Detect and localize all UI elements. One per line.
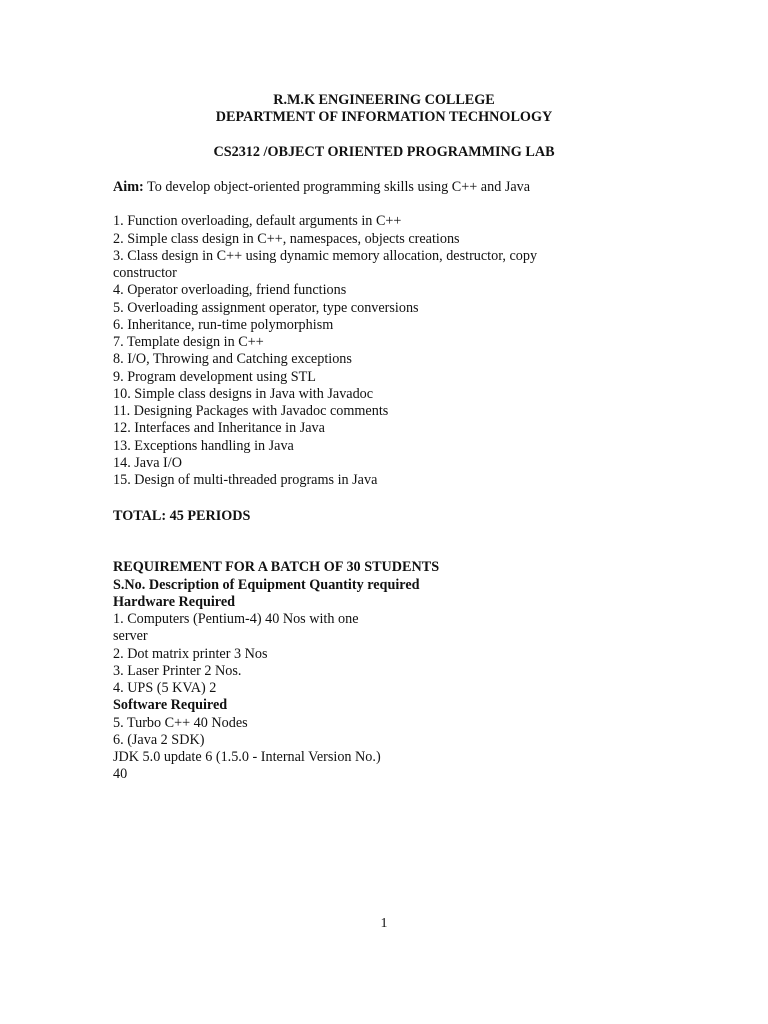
experiment-item: 13. Exceptions handling in Java (113, 438, 294, 454)
software-item: 6. (Java 2 SDK) (113, 732, 205, 748)
experiment-item: 6. Inheritance, run-time polymorphism (113, 317, 334, 333)
software-heading: Software Required (113, 697, 228, 713)
software-item: 40 (113, 766, 128, 782)
hardware-item: 2. Dot matrix printer 3 Nos (113, 646, 268, 662)
hardware-item: 1. Computers (Pentium-4) 40 Nos with one (113, 611, 359, 627)
experiment-item: 4. Operator overloading, friend functions (113, 282, 347, 298)
page-number: 1 (380, 916, 388, 931)
experiment-item: 3. Class design in C++ using dynamic memory allocation, destructor, copy (113, 248, 538, 264)
experiment-item: 12. Interfaces and Inheritance in Java (113, 420, 325, 436)
experiment-item: 5. Overloading assignment operator, type conversions (113, 300, 419, 316)
experiment-item: 10. Simple class designs in Java with Javadoc (113, 386, 374, 402)
aim-line (113, 178, 530, 196)
college-name: R.M.K ENGINEERING COLLEGE (273, 92, 495, 108)
experiment-item: 14. Java I/O (113, 455, 182, 471)
experiment-item: 8. I/O, Throwing and Catching exceptions (113, 351, 352, 367)
aim-label: Aim: (113, 179, 144, 195)
total-periods: TOTAL: 45 PERIODS (113, 508, 251, 524)
requirements-heading: REQUIREMENT FOR A BATCH OF 30 STUDENTS (113, 559, 440, 575)
software-item: 5. Turbo C++ 40 Nodes (113, 715, 248, 731)
experiment-item: 2. Simple class design in C++, namespaces, objects creations (113, 231, 460, 247)
hardware-item: 4. UPS (5 KVA) 2 (113, 680, 217, 696)
hardware-heading: Hardware Required (113, 594, 236, 610)
department-name: DEPARTMENT OF INFORMATION TECHNOLOGY (215, 109, 553, 125)
hardware-item: 3. Laser Printer 2 Nos. (113, 663, 242, 679)
hardware-item-continuation: server (113, 628, 148, 644)
experiment-item: 9. Program development using STL (113, 369, 316, 385)
experiment-item: 15. Design of multi-threaded programs in Java (113, 472, 378, 488)
course-title: CS2312 /OBJECT ORIENTED PROGRAMMING LAB (213, 144, 555, 160)
experiment-item: 7. Template design in C++ (113, 334, 264, 350)
requirements-columns: S.No. Description of Equipment Quantity required (113, 577, 420, 593)
software-item: JDK 5.0 update 6 (1.5.0 - Internal Version No.) (113, 749, 381, 765)
experiment-item: 11. Designing Packages with Javadoc comments (113, 403, 389, 419)
experiment-item: 1. Function overloading, default arguments in C++ (113, 213, 402, 229)
experiment-item-continuation: constructor (113, 265, 177, 281)
aim-text: To develop object-oriented programming skills using C++ and Java (143, 179, 531, 195)
